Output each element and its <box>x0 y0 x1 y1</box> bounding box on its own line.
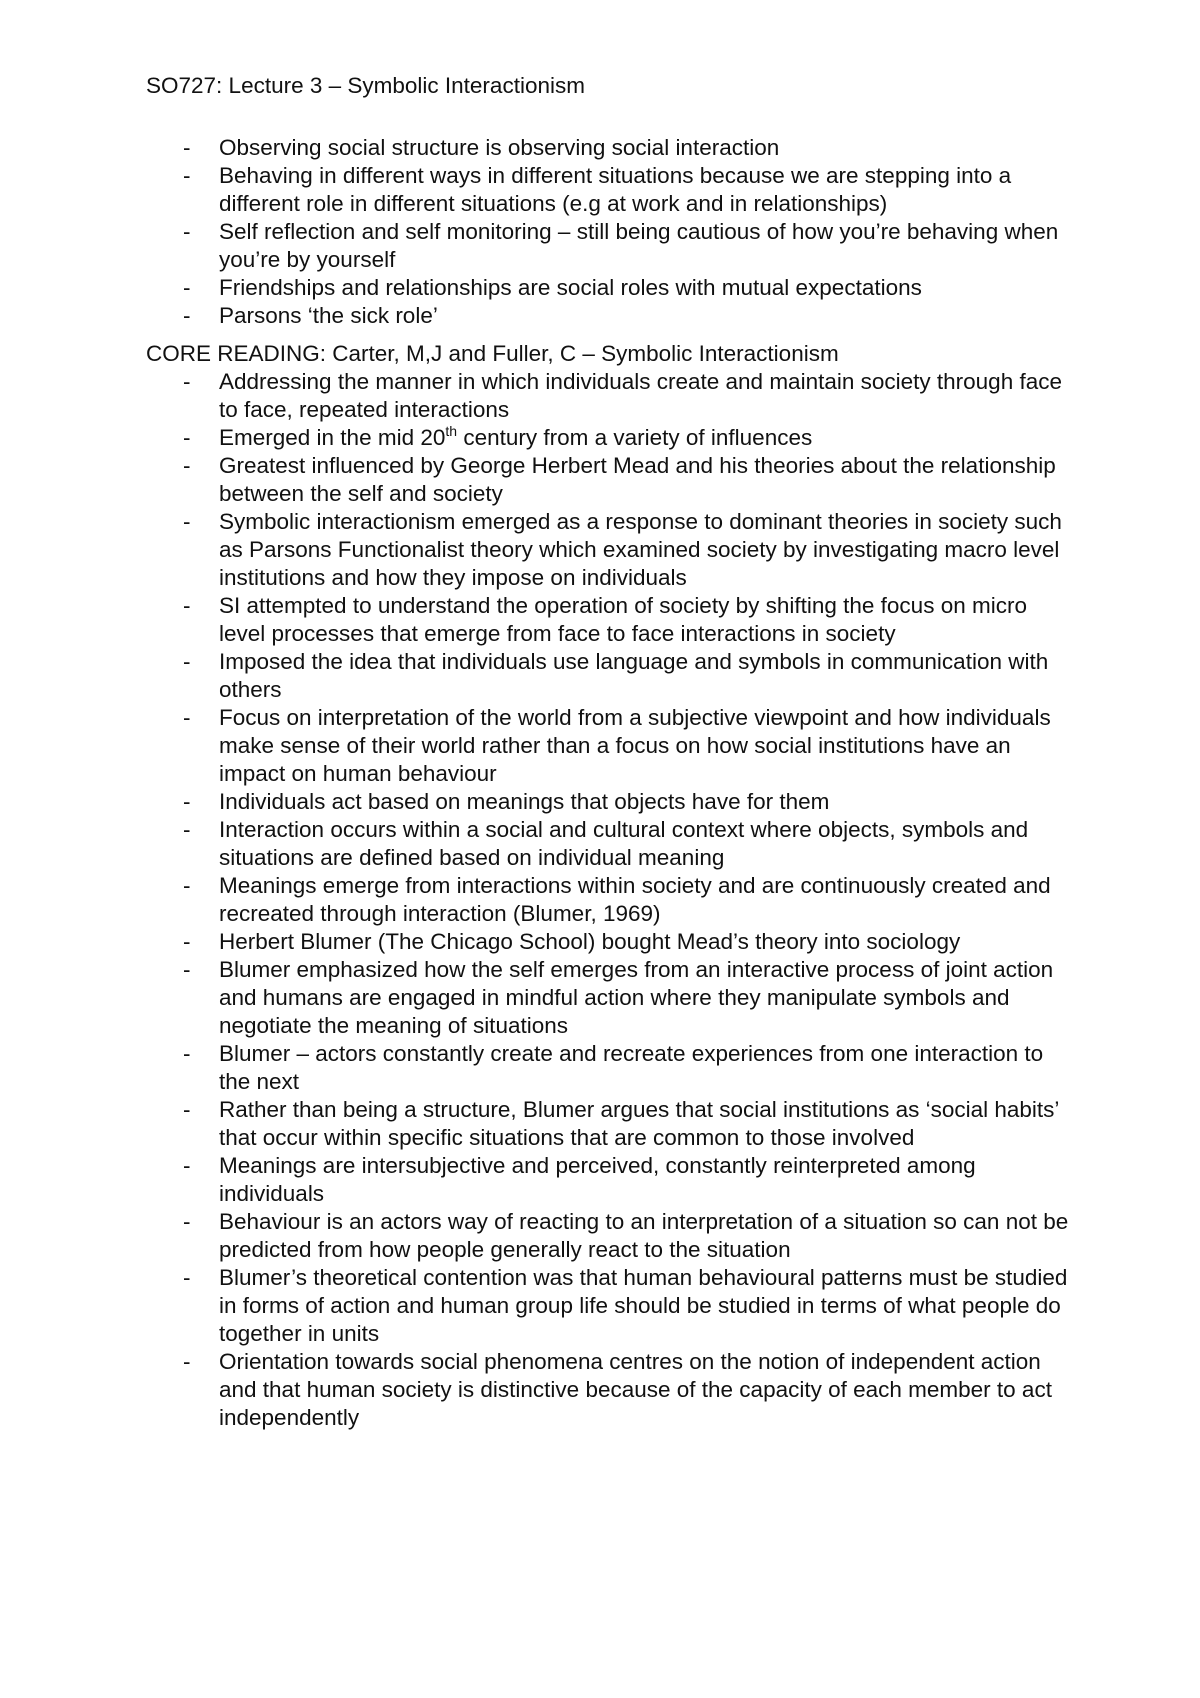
bullet-text-before: Emerged in the mid 20 <box>219 425 446 450</box>
bullet-text: Blumer emphasized how the self emerges from an interactive process of joint action and humans are engaged in mindful action where they manipulate symbols and negotiate the meaning of situations <box>219 957 1054 1038</box>
bullet-dash: - <box>183 649 191 674</box>
bullet-dash: - <box>183 1349 191 1374</box>
bullet-text: Imposed the idea that individuals use language and symbols in communication with others <box>219 649 1049 702</box>
bullet-dash: - <box>183 425 191 450</box>
list-item <box>146 218 1076 274</box>
bullet-dash: - <box>183 453 191 478</box>
list-item <box>146 302 1076 330</box>
bullet-dash: - <box>183 1209 191 1234</box>
lecture-notes-list <box>146 134 1076 330</box>
list-item <box>146 1348 1076 1432</box>
bullet-text: Individuals act based on meanings that objects have for them <box>219 789 830 814</box>
bullet-dash: - <box>183 705 191 730</box>
bullet-dash: - <box>183 1153 191 1178</box>
list-item <box>146 956 1076 1040</box>
bullet-text: Herbert Blumer (The Chicago School) bought Mead’s theory into sociology <box>219 929 961 954</box>
bullet-text: Interaction occurs within a social and cultural context where objects, symbols and situations are defined based on individual meaning <box>219 817 1029 870</box>
list-item <box>146 452 1076 508</box>
bullet-text: Meanings are intersubjective and perceived, constantly reinterpreted among individuals <box>219 1153 976 1206</box>
bullet-text-after: century from a variety of influences <box>457 425 813 450</box>
bullet-dash: - <box>183 929 191 954</box>
bullet-dash: - <box>183 219 191 244</box>
bullet-text: Blumer’s theoretical contention was that human behavioural patterns must be studied in forms of action and human group life should be studied in terms of what people do together in units <box>219 1265 1068 1346</box>
bullet-dash: - <box>183 135 191 160</box>
bullet-dash: - <box>183 957 191 982</box>
bullet-dash: - <box>183 593 191 618</box>
bullet-text <box>219 425 812 450</box>
list-item <box>146 816 1076 872</box>
list-item <box>146 648 1076 704</box>
list-item <box>146 928 1076 956</box>
list-item <box>146 704 1076 788</box>
bullet-text: Parsons ‘the sick role’ <box>219 303 438 328</box>
list-item <box>146 1040 1076 1096</box>
list-item <box>146 1264 1076 1348</box>
bullet-dash: - <box>183 817 191 842</box>
bullet-text: SI attempted to understand the operation of society by shifting the focus on micro level processes that emerge from face to face interactions in society <box>219 593 1027 646</box>
core-reading-list <box>146 368 1076 1432</box>
bullet-text: Addressing the manner in which individuals create and maintain society through face to face, repeated interactions <box>219 369 1062 422</box>
list-item <box>146 1152 1076 1208</box>
bullet-text: Behaving in different ways in different situations because we are stepping into a different role in different situations (e.g at work and in relationships) <box>219 163 1012 216</box>
bullet-text: Orientation towards social phenomena centres on the notion of independent action and that human society is distinctive because of the capacity of each member to act independently <box>219 1349 1052 1430</box>
list-item <box>146 424 1076 452</box>
list-item <box>146 1208 1076 1264</box>
list-item <box>146 1096 1076 1152</box>
bullet-dash: - <box>183 789 191 814</box>
bullet-text: Symbolic interactionism emerged as a response to dominant theories in society such as Parsons Functionalist theory which examined society by investigating macro level institutions and how they impose on individuals <box>219 509 1062 590</box>
bullet-dash: - <box>183 873 191 898</box>
bullet-text: Friendships and relationships are social roles with mutual expectations <box>219 275 922 300</box>
bullet-dash: - <box>183 275 191 300</box>
list-item <box>146 788 1076 816</box>
bullet-dash: - <box>183 509 191 534</box>
bullet-dash: - <box>183 1097 191 1122</box>
list-item <box>146 368 1076 424</box>
bullet-text: Meanings emerge from interactions within society and are continuously created and recreated through interaction (Blumer, 1969) <box>219 873 1051 926</box>
bullet-dash: - <box>183 303 191 328</box>
bullet-text: Observing social structure is observing social interaction <box>219 135 780 160</box>
list-item <box>146 274 1076 302</box>
bullet-dash: - <box>183 163 191 188</box>
bullet-text: Rather than being a structure, Blumer argues that social institutions as ‘social habits’ that occur within specific situations that are common to those involved <box>219 1097 1059 1150</box>
bullet-dash: - <box>183 369 191 394</box>
bullet-text: Focus on interpretation of the world from a subjective viewpoint and how individuals make sense of their world rather than a focus on how social institutions have an impact on human behaviour <box>219 705 1051 786</box>
bullet-text: Greatest influenced by George Herbert Mead and his theories about the relationship between the self and society <box>219 453 1056 506</box>
list-item <box>146 162 1076 218</box>
bullet-dash: - <box>183 1041 191 1066</box>
bullet-text: Self reflection and self monitoring – still being cautious of how you’re behaving when you’re by yourself <box>219 219 1059 272</box>
list-item <box>146 592 1076 648</box>
document-title: SO727: Lecture 3 – Symbolic Interactionism <box>146 73 585 98</box>
ordinal-superscript: th <box>445 423 458 439</box>
bullet-text: Behaviour is an actors way of reacting to an interpretation of a situation so can not be predicted from how people generally react to the situation <box>219 1209 1069 1262</box>
list-item <box>146 134 1076 162</box>
list-item <box>146 508 1076 592</box>
list-item <box>146 872 1076 928</box>
bullet-text: Blumer – actors constantly create and recreate experiences from one interaction to the next <box>219 1041 1044 1094</box>
bullet-dash: - <box>183 1265 191 1290</box>
core-reading-heading: CORE READING: Carter, M,J and Fuller, C – Symbolic Interactionism <box>146 341 839 366</box>
